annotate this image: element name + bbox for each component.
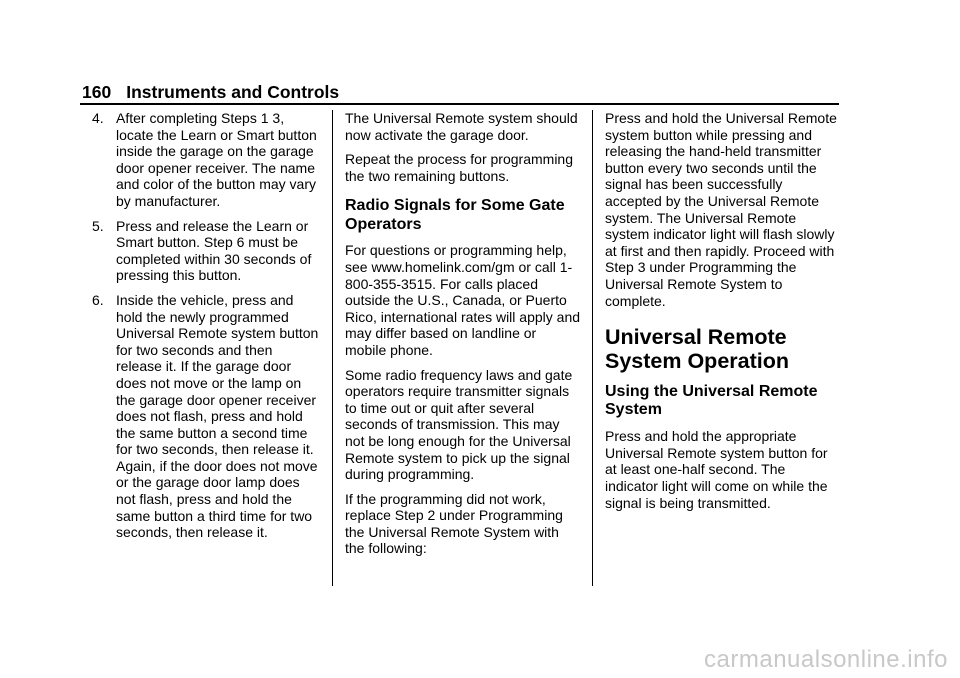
paragraph: Repeat the process for programming the two remaining buttons. xyxy=(345,151,573,184)
header-rule xyxy=(80,103,839,105)
heading-radio-signals: Radio Signals for Some Gate Operators xyxy=(345,197,565,234)
column-2 xyxy=(345,110,581,565)
page-number: 160 xyxy=(82,82,112,102)
heading-universal-remote-operation: Universal Remote System Operation xyxy=(605,325,789,374)
step-text: After completing Steps 1 3, locate the Learn or Smart button inside the garage on the garage door opener receiver. The name and color of the button may vary by manufacturer. xyxy=(116,110,317,209)
column-divider xyxy=(592,110,593,586)
step-number: 5. xyxy=(92,217,104,234)
step-text: Press and release the Learn or Smart button. Step 6 must be completed within 30 seconds of pressing this button. xyxy=(116,217,312,284)
step-number: 4. xyxy=(92,110,104,126)
column-3 xyxy=(605,110,841,519)
paragraph: Some radio frequency laws and gate operators require transmitter signals to time out or quit after several seconds of transmission. This may not be long enough for the Universal Remote system to pick up the signal during programming. xyxy=(345,366,573,483)
page-header xyxy=(82,82,339,103)
watermark: carmanualsonline.info xyxy=(704,646,948,673)
column-divider xyxy=(332,110,333,586)
steps-list xyxy=(82,110,322,541)
paragraph: The Universal Remote system should now activate the garage door. xyxy=(345,110,578,143)
step-number: 6. xyxy=(92,291,104,308)
paragraph: Press and hold the appropriate Universal Remote system button for at least one-half second. The indicator light will come on while the signal is being transmitted. xyxy=(605,428,828,511)
paragraph: For questions or programming help, see www.homelink.com/gm or call 1-800-355-3515. For calls placed outside the U.S., Canada, or Puerto Rico, international rates will apply and may differ based on landline or mobile phone. xyxy=(345,242,581,358)
paragraph: If the programming did not work, replace Step 2 under Programming the Universal Remote System with the following: xyxy=(345,490,563,557)
paragraph: Press and hold the Universal Remote system button while pressing and releasing the hand-held transmitter button every two seconds until the signal has been successfully accepted by the Universal Remote system. The Universal Remote system indicator light will flash slowly at first and then rapidly. Proceed with Step 3 under Programming the Universal Remote System to complete. xyxy=(605,110,837,309)
column-1 xyxy=(82,110,322,549)
step-5 xyxy=(82,218,322,284)
step-4 xyxy=(82,110,322,210)
step-6 xyxy=(82,292,322,541)
section-title: Instruments and Controls xyxy=(126,82,340,102)
heading-using-universal-remote: Using the Universal Remote System xyxy=(605,383,818,419)
step-text: Inside the vehicle, press and hold the newly programmed Universal Remote system button for two seconds and then release it. If the garage door does not move or the lamp on the garage door opener receiver does not flash, press and hold the same button a second time for two seconds, then release it. Again, if the door does not move or the garage door lamp does not flash, press and hold the same button a third time for two seconds, then release it. xyxy=(116,291,319,541)
